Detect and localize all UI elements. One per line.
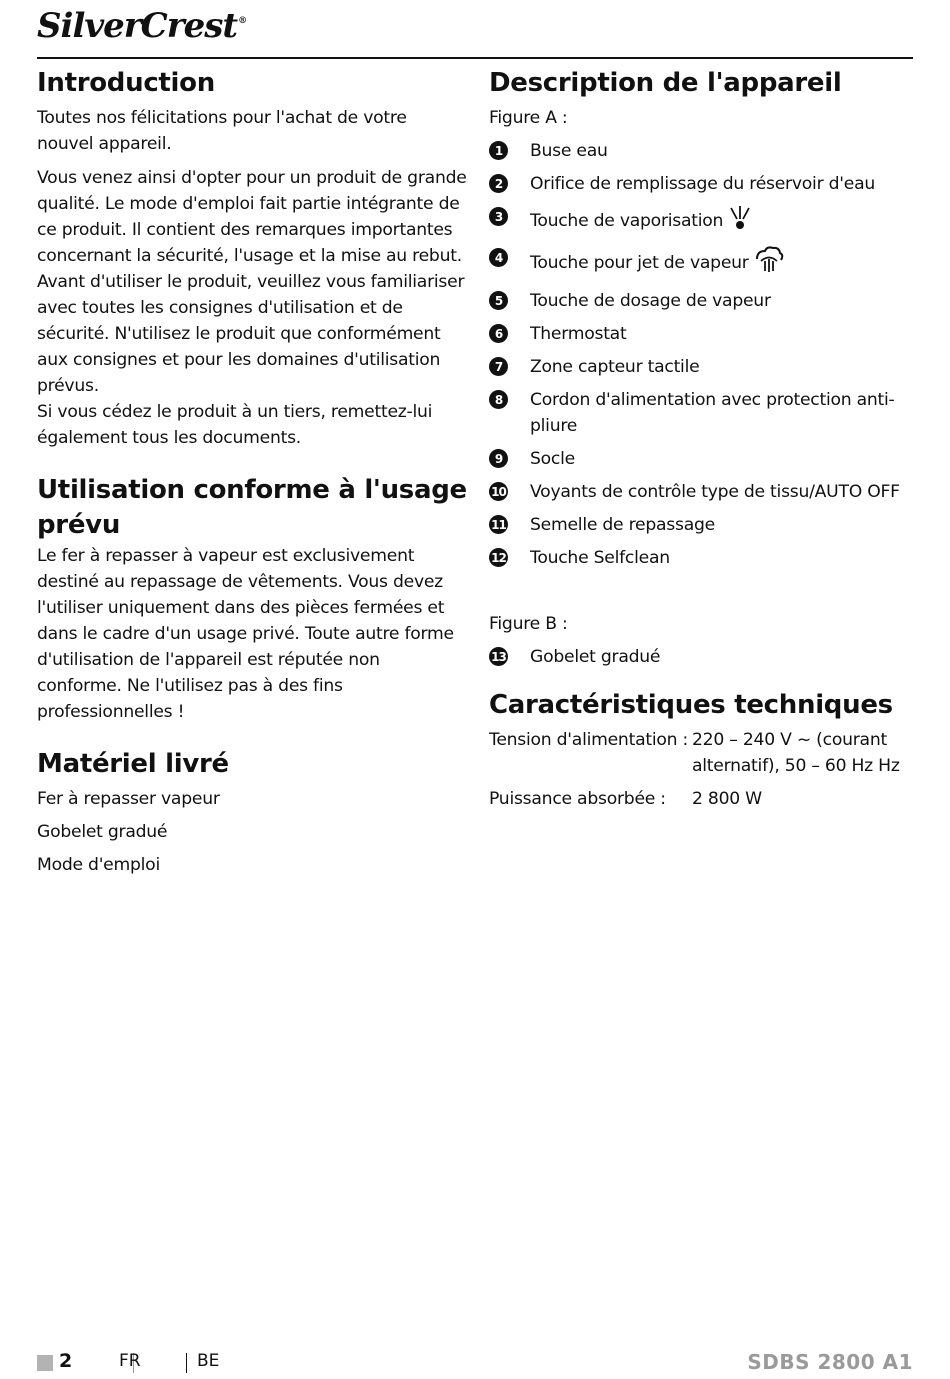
left-column [37, 66, 467, 885]
supplied-heading: Matériel livré [37, 749, 229, 779]
usage-paragraph: Le fer à repasser à vapeur est exclusivement destiné au repassage de vêtements. Vous devez l'utiliser uniquement dans des pièces fermées et dans le cadre d'un usage privé. Toute autre forme d'utilisation de l'appareil est réputée non conforme. Ne l'utilisez pas à des fins professionnelles ! [37, 546, 454, 722]
part-label: Touche Selfclean [530, 548, 670, 568]
part-number: 13 [489, 647, 508, 666]
part-label: Touche de vaporisation [530, 211, 724, 231]
part-number: 4 [489, 248, 508, 267]
usage-heading: Utilisation conforme à l'usage prévu [37, 475, 467, 540]
part-number: 10 [489, 482, 508, 501]
part-item [489, 644, 919, 670]
part-label: Cordon d'alimentation avec protection anti-pliure [530, 390, 895, 436]
part-number: 1 [489, 141, 508, 160]
part-item [489, 321, 919, 347]
part-label: Buse eau [530, 141, 608, 161]
part-item [489, 387, 919, 439]
spec-value: 2 800 W [692, 789, 762, 809]
figure-a-label: Figure A : [489, 108, 568, 128]
supplied-item: Mode d'emploi [37, 855, 160, 875]
part-item [489, 354, 919, 380]
part-label: Semelle de repassage [530, 515, 715, 535]
description-heading: Description de l'appareil [489, 68, 842, 98]
part-item [489, 512, 919, 538]
supplied-item: Fer à repasser vapeur [37, 789, 220, 809]
part-item [489, 545, 919, 571]
part-item [489, 204, 919, 238]
intro-paragraph-3: Si vous cédez le produit à un tiers, remettez-lui également tous les documents. [37, 402, 433, 448]
supplied-item: Gobelet gradué [37, 822, 168, 842]
model-number: SDBS 2800 A1 [747, 1350, 913, 1374]
part-label: Thermostat [530, 324, 627, 344]
supplied-list [37, 786, 467, 878]
language-code-be: BE [197, 1351, 220, 1371]
part-label: Gobelet gradué [530, 647, 661, 667]
spec-value: 220 – 240 V ~ (courant alternatif), 50 – 60 Hz Hz [692, 730, 900, 776]
part-number: 9 [489, 449, 508, 468]
part-item [489, 446, 919, 472]
part-number: 5 [489, 291, 508, 310]
part-item [489, 479, 919, 505]
spray-icon [727, 204, 753, 238]
registered-mark: ® [238, 16, 247, 26]
steam-burst-icon [753, 245, 785, 281]
introduction-heading: Introduction [37, 68, 215, 98]
language-code-fr: FR [119, 1351, 141, 1371]
part-item [489, 138, 919, 164]
tech-heading: Caractéristiques techniques [489, 690, 893, 720]
parts-list-b [489, 644, 919, 670]
part-number: 2 [489, 174, 508, 193]
part-item [489, 171, 919, 197]
intro-paragraph-1: Toutes nos félicitations pour l'achat de votre nouvel appareil. [37, 108, 407, 154]
right-column [489, 66, 919, 819]
part-label: Orifice de remplissage du réservoir d'eau [530, 174, 875, 194]
part-text [530, 204, 753, 238]
brand-logo [37, 6, 246, 46]
page-number: 2 [59, 1350, 73, 1372]
part-number: 3 [489, 207, 508, 226]
parts-list [489, 138, 919, 571]
part-number: 8 [489, 390, 508, 409]
part-label: Zone capteur tactile [530, 357, 700, 377]
spec-key: Tension d'alimentation : [489, 730, 689, 750]
spec-table [489, 727, 919, 812]
spec-row [489, 727, 919, 779]
footer-divider [186, 1353, 187, 1373]
part-item [489, 245, 919, 281]
part-item [489, 288, 919, 314]
part-label: Touche de dosage de vapeur [530, 291, 771, 311]
page-marker [37, 1355, 53, 1371]
part-number: 7 [489, 357, 508, 376]
part-label: Socle [530, 449, 575, 469]
part-label: Voyants de contrôle type de tissu/AUTO OFF [530, 482, 900, 502]
part-number: 11 [489, 515, 508, 534]
intro-paragraph-2: Vous venez ainsi d'opter pour un produit de grande qualité. Le mode d'emploi fait partie intégrante de ce produit. Il contient des remarques importantes concernant la sécurité, l'usage et la mise au rebut. Avant d'utiliser le produit, veuillez vous familiariser avec toutes les consignes d'utilisation et de sécurité. N'utilisez le produit que conformément aux consignes et pour les domaines d'utilisation prévus. [37, 168, 467, 396]
part-number: 6 [489, 324, 508, 343]
part-number: 12 [489, 548, 508, 567]
brand-name: SilverCrest [37, 6, 238, 46]
spec-key: Puissance absorbée : [489, 789, 666, 809]
figure-b-label: Figure B : [489, 614, 568, 634]
part-text [530, 245, 785, 281]
header-rule [37, 57, 913, 59]
spec-row [489, 786, 919, 812]
part-label: Touche pour jet de vapeur [530, 253, 749, 273]
